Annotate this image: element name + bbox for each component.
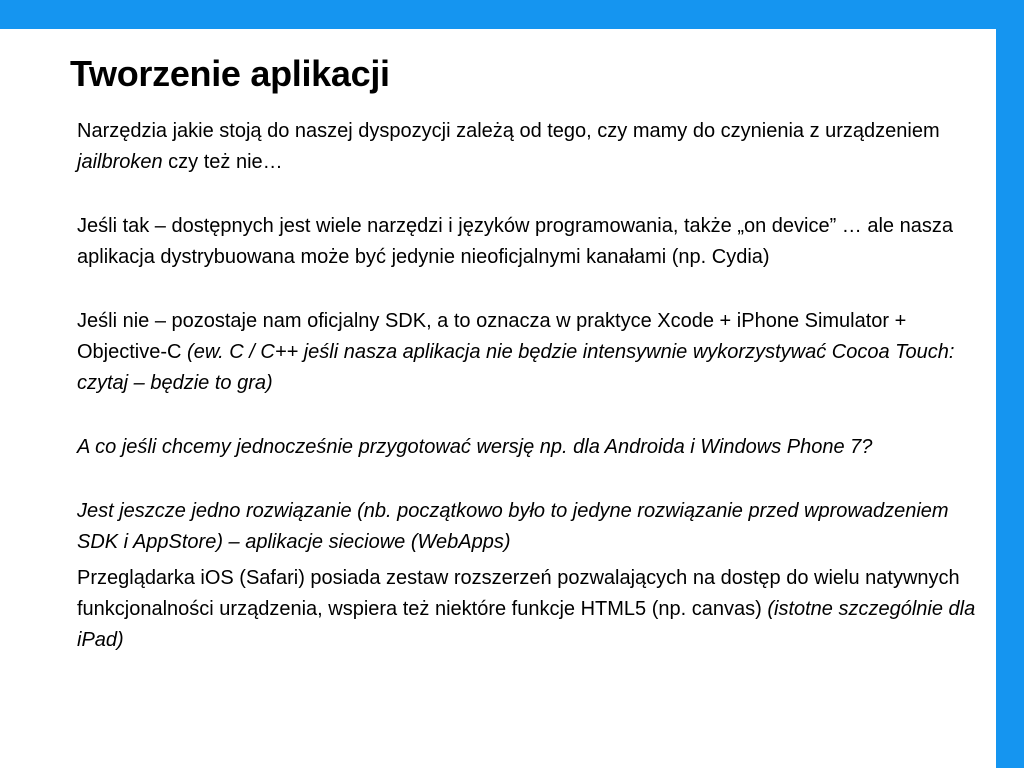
slide-body: [77, 116, 987, 656]
paragraph-sdk-text: Jeśli nie – pozostaje nam oficjalny SDK, a to oznacza w praktyce Xcode + iPhone Simulator + Objective-C: [77, 310, 907, 363]
paragraph-jailbroken-yes: Jeśli tak – dostępnych jest wiele narzędzi i języków programowania, także „on device” … ale nasza aplikacja dystrybuowana może być jedynie nieoficjalnymi kanałami (np. Cydia): [77, 215, 953, 268]
paragraph-safari: [77, 563, 987, 656]
top-accent-bar: [0, 0, 1024, 29]
paragraph-ipad-note: (istotne szczególnie dla iPad): [77, 598, 976, 651]
paragraph-tools-text: Narzędzia jakie stoją do naszej dyspozycji zależą od tego, czy mamy do czynienia z urządzeniem: [77, 120, 940, 142]
paragraph-jailbroken-no: [77, 306, 987, 399]
paragraph-tools-end: czy też nie…: [162, 151, 283, 173]
right-accent-bar: [996, 29, 1024, 768]
paragraph-tools: [77, 116, 987, 178]
paragraph-safari-text: Przeglądarka iOS (Safari) posiada zestaw rozszerzeń pozwalających na dostęp do wielu natywnych funkcjonalności urządzenia, wspiera też niektóre funkcje HTML5 (np. canvas): [77, 567, 960, 620]
paragraph-webapps: Jest jeszcze jedno rozwiązanie (nb. początkowo było to jedyne rozwiązanie przed wprowadzeniem SDK i AppStore) – aplikacje sieciowe (WebApps): [77, 500, 949, 553]
paragraph-sdk-note: (ew. C / C++ jeśli nasza aplikacja nie będzie intensywnie wykorzystywać Cocoa Touch: czytaj – będzie to gra): [77, 341, 955, 394]
paragraph-question: A co jeśli chcemy jednocześnie przygotować wersję np. dla Androida i Windows Phone 7?: [77, 436, 873, 458]
jailbroken-term: jailbroken: [77, 151, 163, 173]
slide-title: Tworzenie aplikacji: [70, 53, 390, 94]
